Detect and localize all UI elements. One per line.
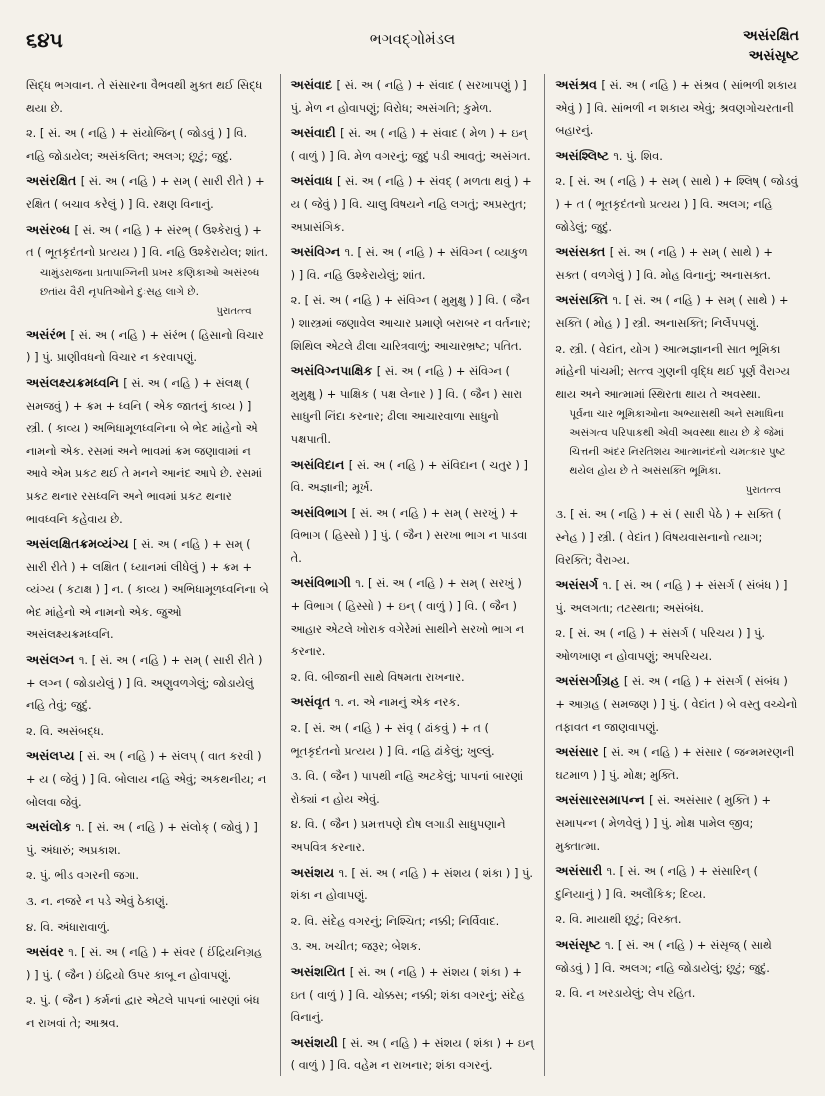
entry-definition: ૧. ન. એ નામનું એક નરક. — [334, 695, 461, 710]
dictionary-entry — [26, 890, 270, 913]
entry-headword: અસંવાદ — [290, 77, 337, 92]
dictionary-entry — [291, 862, 535, 907]
entry-definition: ૧. [ સં. અ ( નહિ ) + સંવર ( ઈંદ્રિયનિગ્રહ ) ] પું. ( જૈન ) ઇંદ્રિયો ઉપર કાબૂ ન હોવાપણું. — [26, 945, 263, 982]
entry-headword: અસંવિગ્નપાક્ષિક — [290, 363, 377, 379]
dictionary-entry — [555, 860, 799, 905]
dictionary-entry — [555, 741, 799, 786]
entry-definition: [ સં. અ ( નહિ ) + સંસાર ( જન્મમરણની ઘટમાળ ) ] પું. મોક્ષ; મુક્તિ. — [555, 745, 795, 782]
entry-headword: અસંવર — [26, 944, 69, 960]
dictionary-entry — [26, 533, 270, 646]
entry-definition: સિદ્ધ ભગવાન. તે સંસારના વૈભવથી મુક્ત થઈ સિદ્ધ થયા છે. — [26, 78, 263, 115]
dictionary-entry — [26, 170, 270, 215]
entry-definition: ૧. [ સં. અ ( નહિ ) + સંસર્ગ ( સંબંધ ) ] પું. અલગતા; તટસ્થતા; અસંબંધ. — [555, 578, 788, 615]
page-number: ૬૪૫ — [26, 28, 63, 52]
entry-headword: અસંવૃત — [290, 694, 335, 710]
dictionary-entry — [291, 454, 535, 499]
entry-definition: ૧. [ સં. અ ( નહિ ) + સમ્ ( સારી રીતે ) + લગ્ન ( જોડાયેલું ) ] વિ. અણુવળગેલું; જોડાયેલું નહિ તેવું; જુદું. — [26, 653, 263, 713]
page-header — [26, 26, 799, 76]
entry-definition: ૩. વિ. ( જૈન ) પાપથી નહિ અટકેલું; પાપનાં બારણાં રોક્યાં ન હોય એવું. — [290, 769, 524, 806]
entry-definition: ૧. [ સં. અ ( નહિ ) + સંશય ( શંકા ) ] પું. શંકા ન હોવાપણું. — [290, 865, 534, 903]
entry-definition: [ સં. અ ( નહિ ) + સંલક્ષ્ ( સમજવું ) + ક્રમ + ધ્વનિ ( એક જાતનું કાવ્ય ) ] સ્ત્રી. ( કાવ્ય ) અભિધામૂળધ્વનિના બે ભેદ માંહેનો એ નામનો એક. રસમાં અને ભાવમાં ક્રમ જણાવામાં ન આવે એમ પ્રકટ થઈ તે મનને આનંદ આપે છે. રસમાં પ્રકટ થનાર રસધ્વનિ અને ભાવમાં પ્રકટ થનાર ભાવધ્વનિ કહેવાય છે. — [26, 375, 262, 526]
entry-definition: ૧. [ સં. અ ( નહિ ) + સંલોક્ ( જોવું ) ] પું. અંધારું; અપ્રકાશ. — [26, 820, 258, 857]
entry-definition: ૨. પું. ભીડ વગરની જગા. — [26, 868, 139, 883]
entry-definition: ૩. [ સં. અ ( નહિ ) + સં ( સારી પેઠે ) + સક્તિ ( સ્નેહ ) ] સ્ત્રી. ( વેદાંત ) વિષયવાસનાનો ત્યાગ; વિરક્તિ; વૈરાગ્ય. — [555, 507, 782, 567]
entry-definition: ૨. સ્ત્રી. ( વેદાંત, યોગ ) આત્મજ્ઞાનની સાત ભૂમિકા માંહેની પાંચમી; સત્ત્વ ગુણની વૃદ્ધિ થઈ પૂર્ણ વૈરાગ્ય થાય અને આત્મામાં સ્થિરતા થાય તે અવસ્થા. — [555, 341, 790, 401]
entry-definition: ૨. વિ. સંદેહ વગરનું; નિશ્ચિત; નક્કી; નિર્વિવાદ. — [290, 913, 500, 928]
quote-source: પુરાતત્ત્વ — [216, 305, 252, 317]
dictionary-entry — [291, 935, 535, 958]
entry-definition: [ સં. અ ( નહિ ) + સમ્ ( સારી રીતે ) + લક્ષિત ( ધ્યાનમાં લીધેલું ) + ક્રમ + વ્યંગ્ય ( કટાક્ષ ) ] ન. ( કાવ્ય ) અભિધામૂળધ્વનિના બે ભેદ માંહેનો એ નામનો એક. જુઓ અસંલક્ષ્યક્રમધ્વનિ. — [26, 537, 269, 642]
running-title: ભગવદ્ગોમંડલ — [369, 30, 456, 48]
entry-headword: અસંવિગ્ન — [290, 244, 345, 260]
dictionary-entry — [291, 717, 535, 762]
entry-definition: ૨. વિ. બીજાની સાથે વિષમતા રાખનાર. — [290, 669, 465, 684]
entry-definition: [ સં. અ ( નહિ ) + સંશય ( શંકા ) + ઇત ( વાળું ) ] વિ. ચોક્કસ; નક્કી; શંકા વગરનું; સંદેહ વિનાનું. — [290, 964, 525, 1025]
entry-definition: ૧. [ સં. અ ( નહિ ) + સંવિગ્ન ( વ્યાકુળ ) ] વિ. નહિ ઉશ્કેરાયેલું; શાંત. — [290, 245, 528, 282]
dictionary-entry — [291, 572, 535, 662]
entry-headword: અસંસૃષ્ટ — [555, 937, 606, 952]
entry-definition: ૩. ન. નજરે ન પડે એવું ઠેકાણું. — [26, 894, 169, 908]
dictionary-entry — [555, 670, 799, 738]
column-1 — [26, 74, 280, 1076]
entry-headword: અસંલોક — [26, 819, 76, 835]
entry-headword: અસંવાધ — [290, 173, 338, 189]
columns — [26, 74, 799, 1076]
dictionary-entry — [291, 1032, 535, 1076]
entry-definition: ૨. [ સં. અ ( નહિ ) + સંયોજિન્ ( જોડવું ) ] વિ. નહિ જોડાયેલ; અસંકલિત; અલગ; છૂટું; જુદું. — [26, 126, 248, 163]
entry-definition: ૧. [ સં. અ ( નહિ ) + સમ્ ( સરખું ) + વિભાગ ( હિસ્સો ) + ઇન્ ( વાળું ) ] વિ. ( જૈન ) આહાર એટલે ખોરાક વગેરેમાં સાથીને સરખો ભાગ ન કરનાર. — [290, 576, 525, 659]
entry-definition: [ સં. અ ( નહિ ) + સંવદ્ ( મળતા થવું ) + ય ( જેવું ) ] વિ. ચાલુ વિષયને નહિ લગતું; અપ્રસ્તુત; અપ્રાસંગિક. — [290, 174, 532, 234]
dictionary-entry — [26, 745, 270, 813]
entry-definition: ૧. [ સં. અ ( નહિ ) + સમ્ ( સાથે ) + સક્તિ ( મોહ ) ] સ્ત્રી. અનાસક્તિ; નિર્લેપપણું. — [555, 293, 789, 330]
dictionary-entry — [26, 74, 270, 119]
entry-definition: ૧. [ સં. અ ( નહિ ) + સંસૃજ્ ( સાથે જોડવું ) ] વિ. અલગ; નહિ જોડાયેલું; છૂટું; જુદું. — [555, 938, 772, 975]
dictionary-entry — [291, 765, 535, 810]
dictionary-entry — [291, 502, 535, 570]
dictionary-entry — [555, 289, 799, 334]
entry-headword: અસંરબ્ધ — [26, 221, 75, 237]
dictionary-entry — [26, 720, 270, 743]
dictionary-entry — [26, 372, 270, 530]
entry-definition: ૨. વિ. માયાથી છૂટું; વિરક્ત. — [555, 912, 682, 927]
entry-definition: [ સં. અ ( નહિ ) + સંરભ્ ( ઉશ્કેરાવું ) + ત ( ભૂતકૃદંતનો પ્રત્યય ) ] વિ. નહિ ઉશ્કેરાયેલ; શાંત. — [26, 222, 269, 260]
entry-definition: [ સં. અ ( નહિ ) + સમ્ ( સાથે ) + સક્ત ( વળગેલું ) ] વિ. મોહ વિનાનું; અનાસક્ત. — [555, 245, 773, 282]
entry-headword: અસંશયિત — [290, 963, 350, 979]
entry-headword: અસંલક્ષિતક્રમવ્યંગ્ય — [26, 536, 134, 552]
dictionary-entry — [26, 324, 270, 369]
entry-definition: ૨. વિ. ન ખરડાયેલું; લેપ રહિત. — [555, 986, 696, 1001]
dictionary-entry — [291, 910, 535, 933]
entry-headword: અસંસક્ત — [555, 244, 610, 260]
dictionary-entry — [26, 864, 270, 887]
entry-headword: અસંસર્ગ — [555, 577, 603, 593]
dictionary-entry — [555, 982, 799, 1005]
dictionary-entry — [291, 360, 535, 450]
dictionary-entry — [555, 574, 799, 619]
dictionary-entry — [26, 916, 270, 939]
dictionary-entry — [555, 789, 799, 857]
dictionary-entry — [555, 622, 799, 667]
dictionary-entry — [291, 170, 535, 238]
entry-definition: [ સં. અ ( નહિ ) + સંશય ( શંકા ) + ઇન્ ( વાળું ) ] વિ. વહેમ ન રાખનાર; શંકા વગરનું. — [290, 1035, 534, 1073]
entry-definition: [ સં. અ ( નહિ ) + સંલપ્ ( વાત કરવી ) + ય ( જેવું ) ] વિ. બોલાય નહિ એવું; અકથનીય; ન બોલવા જેવું. — [26, 749, 267, 809]
dictionary-entry — [26, 941, 270, 986]
entry-definition: ૨. વિ. અસંબદ્ધ. — [26, 723, 105, 738]
guide-word-first: અસંરક્ષિત — [743, 28, 799, 44]
column-2 — [280, 74, 545, 1076]
dictionary-entry — [291, 691, 535, 714]
entry-headword: અસંરક્ષિત — [26, 173, 81, 189]
usage-quote: ચામુંડરાજના પ્રતાપાગ્નિની પ્રખર કણિકાઓ અસંરબ્ધ છતાંય વૈરી નૃપતિઓને દુઃસહ લાગે છે. પુરાતત્ત્વ — [26, 264, 270, 321]
dictionary-entry — [555, 145, 799, 168]
dictionary-entry — [26, 649, 270, 717]
entry-definition: ૨. [ સં. અ ( નહિ ) + સંસર્ગ ( પરિચય ) ] પું. ઓળખાણ ન હોવાપણું; અપરિચય. — [555, 626, 766, 663]
entry-headword: અસંશ્લિષ્ટ — [555, 147, 614, 163]
entry-headword: અસંશ્રવ — [555, 77, 602, 92]
dictionary-entry — [291, 813, 535, 858]
dictionary-entry — [555, 908, 799, 931]
dictionary-entry — [291, 241, 535, 286]
entry-definition: ૧. [ સં. અ ( નહિ ) + સંસારિન્ ( દુનિયાનું ) ] વિ. અલૌકિક; દિવ્ય. — [555, 864, 758, 901]
entry-definition: [ સં. અસંસાર ( મુક્તિ ) + સમાપન્ન ( મેળવેલું ) ] પું. મોક્ષ પામેલ જીવ; મુક્તાત્મા. — [555, 793, 772, 853]
entry-headword: અસંસારી — [555, 863, 607, 879]
dictionary-entry — [26, 989, 270, 1034]
entry-definition: ૪. વિ. અંધારાવાળું. — [26, 919, 110, 934]
entry-definition: ૪. વિ. ( જૈન ) પ્રમત્તપણે દોષ લગાડી સાધુપણાને અપવિત્ર કરનાર. — [290, 817, 506, 854]
dictionary-entry — [26, 122, 270, 167]
dictionary-entry — [291, 289, 535, 357]
entry-headword: અસંસક્તિ — [555, 292, 613, 308]
entry-headword: અસંરંભ — [26, 326, 71, 342]
entry-definition: [ સં. અ ( નહિ ) + સંવિદાન ( ચતુર ) ] વિ. અજ્ઞાની; મૂર્ખ. — [290, 457, 528, 495]
dictionary-entry — [555, 241, 799, 286]
guide-word-last: અસંસૃષ્ટ — [748, 48, 799, 64]
entry-headword: અસંવિભાગ — [290, 504, 352, 520]
entry-headword: અસંસારસમાપન્ન — [555, 792, 650, 808]
entry-headword: અસંશયી — [290, 1034, 343, 1050]
entry-definition: [ સં. અ ( નહિ ) + સમ્ ( સરખું ) + વિભાગ ( હિસ્સો ) ] પું. ( જૈન ) સરખા ભાગ ન પાડવા તે. — [290, 505, 528, 565]
dictionary-entry — [555, 503, 799, 571]
entry-definition: ૨. [ સં. અ ( નહિ ) + સમ્ ( સાથે ) + શ્લિષ્ ( જોડવું ) + ત ( ભૂતકૃદંતનો પ્રત્યય ) ] વિ. અલગ; નહિ જોડેલું; જુદું. — [555, 174, 798, 234]
entry-headword: અસંશય — [290, 864, 339, 880]
usage-quote: પૂર્વના ચાર ભૂમિકાઓના અભ્યાસથી અને સમાધિના અસંગત્વ પરિપાકથી એવી અવસ્થા થાય છે કે જેમાં ચિત્તની અંદર નિરતિશય આત્માનંદનો ચમત્કાર પુષ્ટ થયેલ હોય છે તે અસંસક્તિ ભૂમિકા. પુરાતત્ત્વ — [555, 405, 799, 500]
quote-source: પુરાતત્ત્વ — [745, 485, 782, 497]
entry-headword: અસંસર્ગાગ્રહ — [555, 673, 624, 689]
dictionary-entry — [555, 170, 799, 238]
entry-definition: [ સં. અ ( નહિ ) + સમ્ ( સારી રીતે ) + રક્ષિત ( બચાવ કરેલું ) ] વિ. રક્ષણ વિનાનું. — [26, 174, 265, 211]
entry-definition: [ સં. અ ( નહિ ) + સંવાદ ( સરખાપણું ) ] પું. મેળ ન હોવાપણું; વિરોધ; અસંગતિ; કુમેળ. — [290, 78, 527, 115]
entry-headword: અસંવિભાગી — [290, 575, 356, 591]
entry-headword: અસંલક્ષ્યક્રમધ્વનિ — [26, 374, 124, 390]
dictionary-entry — [555, 74, 799, 142]
entry-definition: ૨. [ સં. અ ( નહિ ) + સંવૃ ( ઢાંકવું ) + ત ( ભૂતકૃદંતનો પ્રત્યય ) ] વિ. નહિ ઢાંકેલું; ખુલ્લું. — [290, 721, 495, 758]
entry-definition: [ સં. અ ( નહિ ) + સંવાદ ( મેળ ) + ઇન્ ( વાળું ) ] વિ. મેળ વગરનું; જુદું પડી આવતું; અસંગત. — [290, 126, 531, 163]
entry-definition: ૨. [ સં. અ ( નહિ ) + સંવિગ્ન ( મુમુક્ષુ ) ] વિ. ( જૈન ) શાસ્ત્રમાં જણાવેલ આચાર પ્રમાણે બરાબર ન વર્તનાર; શિથિલ એટલે ઢીલા ચારિત્રવાળું; આચારભ્રષ્ટ; પતિત. — [290, 293, 531, 353]
entry-definition: ૧. પું. શિવ. — [613, 148, 663, 163]
entry-definition: ૩. અ. ખચીત; જરૂર; બેશક. — [290, 939, 422, 954]
dictionary-entry — [291, 122, 535, 167]
column-3 — [544, 74, 799, 1076]
entry-definition: [ સં. અ ( નહિ ) + સંસર્ગ ( સંબંધ ) + આગ્રહ ( સમજણ ) ] પું. ( વેદાંત ) બે વસ્તુ વચ્ચેનો તફાવત ન જાણવાપણું. — [555, 674, 798, 734]
dictionary-entry — [26, 816, 270, 861]
entry-headword: અસંવાદી — [290, 125, 341, 141]
dictionary-entry — [555, 934, 799, 979]
dictionary-entry — [291, 74, 535, 119]
entry-definition: [ સં. અ ( નહિ ) + સંરંભ ( હિસાનો વિચાર ) ] પું. પ્રાણીવધનો વિચાર ન કરવાપણું. — [26, 327, 264, 365]
entry-definition: [ સં. અ ( નહિ ) + સંશ્રવ ( સાંભળી શકાય એવું ) ] વિ. સાંભળી ન શકાય એવું; શ્રવણગોચરતાની બહારનું. — [555, 78, 797, 138]
entry-headword: અસંલગ્ન — [26, 652, 79, 668]
entry-headword: અસંવિદાન — [290, 456, 349, 472]
entry-headword: અસંલપ્ય — [26, 748, 79, 764]
guide-words — [743, 26, 799, 66]
entry-definition: [ સં. અ ( નહિ ) + સંવિગ્ન ( મુમુક્ષુ ) + પાક્ષિક ( પક્ષ લેનાર ) ] વિ. ( જૈન ) સારા સાધુની નિંદા કરનાર; ઢીલા આચારવાળા સાધુનો પક્ષપાતી. — [290, 364, 523, 446]
dictionary-entry — [555, 338, 799, 501]
dictionary-entry — [291, 666, 535, 689]
dictionary-entry — [291, 961, 535, 1029]
dictionary-entry — [26, 219, 270, 321]
entry-headword: અસંસાર — [555, 744, 604, 760]
entry-definition: ૨. પું. ( જૈન ) કર્મનાં દ્વાર એટલે પાપનાં બારણાં બંધ ન રાખવાં તે; આશ્રવ. — [26, 993, 260, 1030]
